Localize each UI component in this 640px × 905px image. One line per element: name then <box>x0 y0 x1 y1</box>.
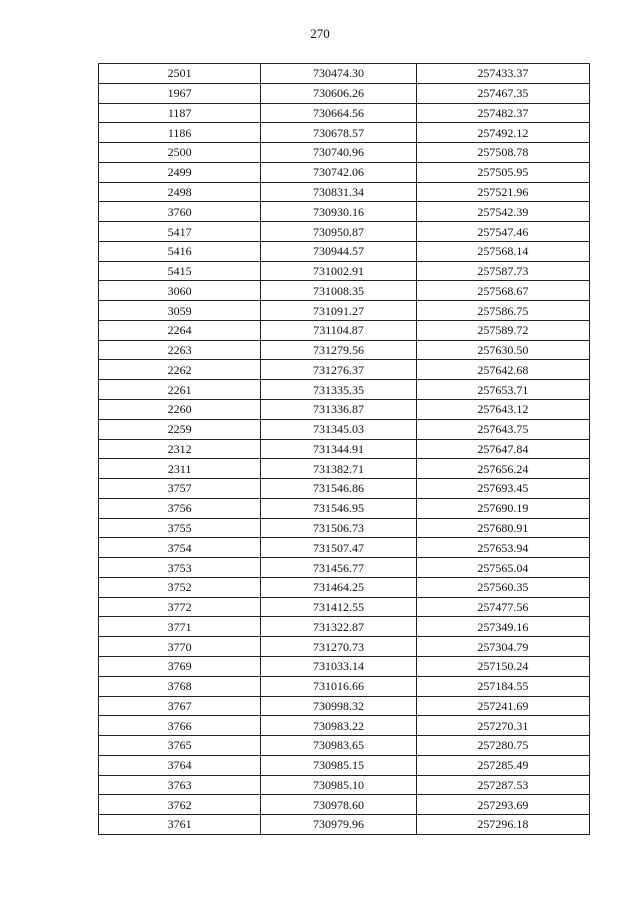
y-coordinate-cell: 257587.73 <box>416 261 589 281</box>
point-id-cell: 2260 <box>99 400 261 420</box>
table-row <box>99 419 590 439</box>
y-coordinate-cell: 257586.75 <box>416 301 589 321</box>
table-row <box>99 182 590 202</box>
x-coordinate-cell: 731322.87 <box>261 617 416 637</box>
x-coordinate-cell: 731345.03 <box>261 419 416 439</box>
table-row <box>99 597 590 617</box>
table-row <box>99 577 590 597</box>
x-coordinate-cell: 731276.37 <box>261 360 416 380</box>
x-coordinate-cell: 730944.57 <box>261 241 416 261</box>
table-row <box>99 775 590 795</box>
point-id-cell: 5417 <box>99 222 261 242</box>
y-coordinate-cell: 257293.69 <box>416 795 589 815</box>
table-row <box>99 222 590 242</box>
x-coordinate-cell: 730985.15 <box>261 755 416 775</box>
x-coordinate-cell: 730664.56 <box>261 103 416 123</box>
point-id-cell: 2259 <box>99 419 261 439</box>
table-row <box>99 439 590 459</box>
table-row <box>99 637 590 657</box>
y-coordinate-cell: 257184.55 <box>416 676 589 696</box>
point-id-cell: 3766 <box>99 716 261 736</box>
x-coordinate-cell: 731033.14 <box>261 656 416 676</box>
point-id-cell: 3752 <box>99 577 261 597</box>
y-coordinate-cell: 257693.45 <box>416 479 589 499</box>
table-row <box>99 241 590 261</box>
x-coordinate-cell: 730983.65 <box>261 736 416 756</box>
y-coordinate-cell: 257521.96 <box>416 182 589 202</box>
table-row <box>99 380 590 400</box>
y-coordinate-cell: 257285.49 <box>416 755 589 775</box>
y-coordinate-cell: 257477.56 <box>416 597 589 617</box>
point-id-cell: 3764 <box>99 755 261 775</box>
table-row <box>99 123 590 143</box>
point-id-cell: 3770 <box>99 637 261 657</box>
x-coordinate-cell: 731279.56 <box>261 340 416 360</box>
point-id-cell: 3060 <box>99 281 261 301</box>
x-coordinate-cell: 730950.87 <box>261 222 416 242</box>
y-coordinate-cell: 257643.75 <box>416 419 589 439</box>
y-coordinate-cell: 257642.68 <box>416 360 589 380</box>
point-id-cell: 2498 <box>99 182 261 202</box>
y-coordinate-cell: 257241.69 <box>416 696 589 716</box>
table-row <box>99 320 590 340</box>
point-id-cell: 2264 <box>99 320 261 340</box>
table-row <box>99 656 590 676</box>
x-coordinate-cell: 731382.71 <box>261 459 416 479</box>
point-id-cell: 3762 <box>99 795 261 815</box>
x-coordinate-cell: 731104.87 <box>261 320 416 340</box>
y-coordinate-cell: 257270.31 <box>416 716 589 736</box>
coordinates-table-body <box>99 64 590 835</box>
y-coordinate-cell: 257280.75 <box>416 736 589 756</box>
table-row <box>99 755 590 775</box>
x-coordinate-cell: 731016.66 <box>261 676 416 696</box>
point-id-cell: 3756 <box>99 498 261 518</box>
y-coordinate-cell: 257690.19 <box>416 498 589 518</box>
point-id-cell: 3768 <box>99 676 261 696</box>
x-coordinate-cell: 731506.73 <box>261 518 416 538</box>
y-coordinate-cell: 257508.78 <box>416 143 589 163</box>
table-row <box>99 340 590 360</box>
point-id-cell: 2263 <box>99 340 261 360</box>
x-coordinate-cell: 731002.91 <box>261 261 416 281</box>
table-row <box>99 676 590 696</box>
point-id-cell: 3760 <box>99 202 261 222</box>
x-coordinate-cell: 731335.35 <box>261 380 416 400</box>
point-id-cell: 3753 <box>99 558 261 578</box>
y-coordinate-cell: 257656.24 <box>416 459 589 479</box>
point-id-cell: 3765 <box>99 736 261 756</box>
x-coordinate-cell: 730978.60 <box>261 795 416 815</box>
point-id-cell: 3771 <box>99 617 261 637</box>
point-id-cell: 3767 <box>99 696 261 716</box>
point-id-cell: 1186 <box>99 123 261 143</box>
point-id-cell: 2501 <box>99 64 261 84</box>
table-row <box>99 64 590 84</box>
point-id-cell: 1967 <box>99 83 261 103</box>
y-coordinate-cell: 257653.94 <box>416 538 589 558</box>
y-coordinate-cell: 257296.18 <box>416 815 589 835</box>
y-coordinate-cell: 257542.39 <box>416 202 589 222</box>
y-coordinate-cell: 257647.84 <box>416 439 589 459</box>
point-id-cell: 3772 <box>99 597 261 617</box>
y-coordinate-cell: 257643.12 <box>416 400 589 420</box>
table-row <box>99 261 590 281</box>
table-row <box>99 795 590 815</box>
x-coordinate-cell: 731456.77 <box>261 558 416 578</box>
point-id-cell: 3769 <box>99 656 261 676</box>
x-coordinate-cell: 731336.87 <box>261 400 416 420</box>
table-row <box>99 558 590 578</box>
point-id-cell: 2499 <box>99 162 261 182</box>
y-coordinate-cell: 257630.50 <box>416 340 589 360</box>
x-coordinate-cell: 731091.27 <box>261 301 416 321</box>
x-coordinate-cell: 731270.73 <box>261 637 416 657</box>
x-coordinate-cell: 731464.25 <box>261 577 416 597</box>
y-coordinate-cell: 257560.35 <box>416 577 589 597</box>
table-row <box>99 459 590 479</box>
point-id-cell: 3754 <box>99 538 261 558</box>
coordinates-table <box>98 63 590 835</box>
point-id-cell: 2312 <box>99 439 261 459</box>
table-row <box>99 301 590 321</box>
point-id-cell: 3761 <box>99 815 261 835</box>
table-row <box>99 538 590 558</box>
x-coordinate-cell: 731344.91 <box>261 439 416 459</box>
y-coordinate-cell: 257589.72 <box>416 320 589 340</box>
table-row <box>99 360 590 380</box>
table-row <box>99 83 590 103</box>
y-coordinate-cell: 257568.14 <box>416 241 589 261</box>
x-coordinate-cell: 730831.34 <box>261 182 416 202</box>
x-coordinate-cell: 731546.86 <box>261 479 416 499</box>
x-coordinate-cell: 730985.10 <box>261 775 416 795</box>
x-coordinate-cell: 731412.55 <box>261 597 416 617</box>
x-coordinate-cell: 731507.47 <box>261 538 416 558</box>
point-id-cell: 3755 <box>99 518 261 538</box>
y-coordinate-cell: 257467.35 <box>416 83 589 103</box>
table-row <box>99 400 590 420</box>
point-id-cell: 3757 <box>99 479 261 499</box>
page-number: 270 <box>310 26 330 41</box>
x-coordinate-cell: 730998.32 <box>261 696 416 716</box>
table-row <box>99 518 590 538</box>
x-coordinate-cell: 731008.35 <box>261 281 416 301</box>
point-id-cell: 2311 <box>99 459 261 479</box>
y-coordinate-cell: 257433.37 <box>416 64 589 84</box>
x-coordinate-cell: 730606.26 <box>261 83 416 103</box>
y-coordinate-cell: 257287.53 <box>416 775 589 795</box>
table-row <box>99 281 590 301</box>
table-row <box>99 143 590 163</box>
x-coordinate-cell: 730678.57 <box>261 123 416 143</box>
x-coordinate-cell: 730474.30 <box>261 64 416 84</box>
y-coordinate-cell: 257547.46 <box>416 222 589 242</box>
table-row <box>99 736 590 756</box>
point-id-cell: 5416 <box>99 241 261 261</box>
y-coordinate-cell: 257565.04 <box>416 558 589 578</box>
y-coordinate-cell: 257492.12 <box>416 123 589 143</box>
point-id-cell: 2262 <box>99 360 261 380</box>
x-coordinate-cell: 730983.22 <box>261 716 416 736</box>
table-row <box>99 479 590 499</box>
y-coordinate-cell: 257349.16 <box>416 617 589 637</box>
x-coordinate-cell: 730979.96 <box>261 815 416 835</box>
y-coordinate-cell: 257568.67 <box>416 281 589 301</box>
table-row <box>99 202 590 222</box>
y-coordinate-cell: 257680.91 <box>416 518 589 538</box>
point-id-cell: 2500 <box>99 143 261 163</box>
table-row <box>99 103 590 123</box>
table-row <box>99 498 590 518</box>
table-row <box>99 617 590 637</box>
point-id-cell: 5415 <box>99 261 261 281</box>
table-row <box>99 696 590 716</box>
table-row <box>99 716 590 736</box>
y-coordinate-cell: 257482.37 <box>416 103 589 123</box>
point-id-cell: 3763 <box>99 775 261 795</box>
table-row <box>99 162 590 182</box>
y-coordinate-cell: 257505.95 <box>416 162 589 182</box>
x-coordinate-cell: 730742.06 <box>261 162 416 182</box>
table-row <box>99 815 590 835</box>
x-coordinate-cell: 730930.16 <box>261 202 416 222</box>
y-coordinate-cell: 257653.71 <box>416 380 589 400</box>
x-coordinate-cell: 731546.95 <box>261 498 416 518</box>
y-coordinate-cell: 257150.24 <box>416 656 589 676</box>
y-coordinate-cell: 257304.79 <box>416 637 589 657</box>
point-id-cell: 3059 <box>99 301 261 321</box>
point-id-cell: 2261 <box>99 380 261 400</box>
point-id-cell: 1187 <box>99 103 261 123</box>
x-coordinate-cell: 730740.96 <box>261 143 416 163</box>
